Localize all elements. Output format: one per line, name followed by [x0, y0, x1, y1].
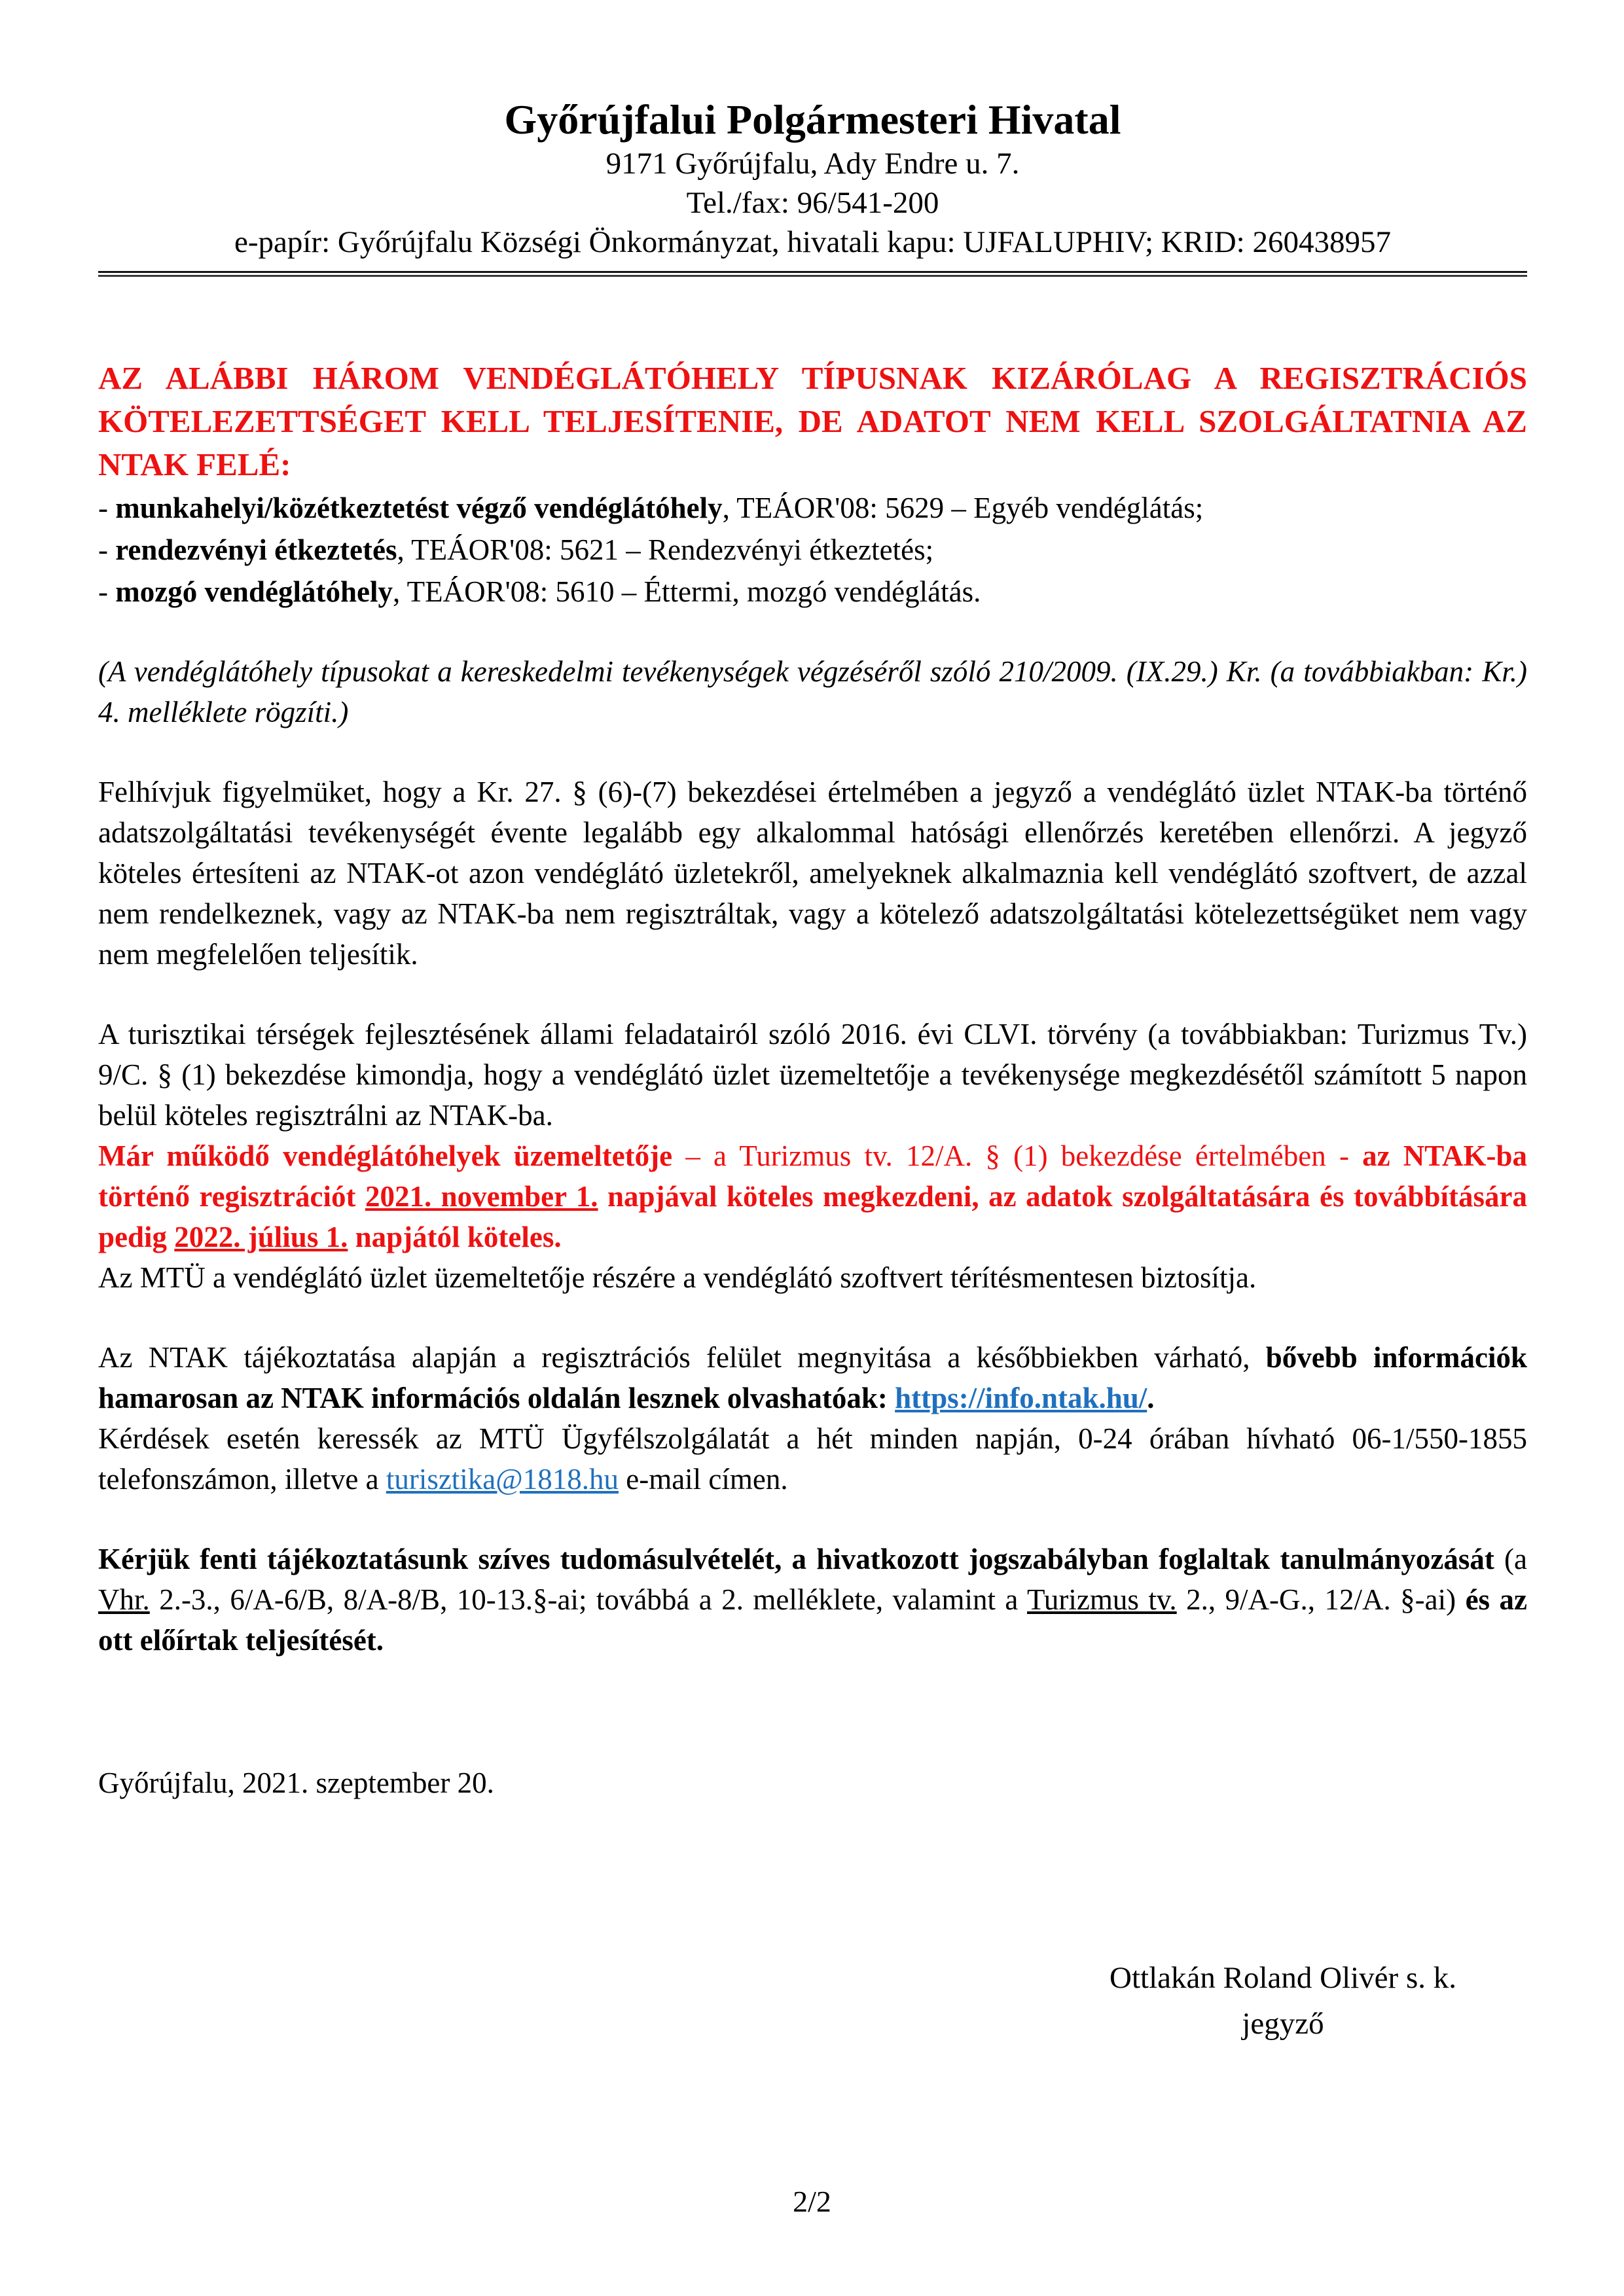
ntak-info-lead: Az NTAK tájékoztatása alapján a regisztrációs felület megnyitása a későbbiekben várható, [98, 1341, 1266, 1374]
ntak-info-link[interactable]: https://info.ntak.hu/ [895, 1382, 1147, 1414]
venue-type: munkahelyi/közétkeztetést végző vendéglátóhely [115, 492, 723, 524]
list-item [98, 529, 1527, 570]
deadline-date-registration: 2021. november 1. [365, 1180, 598, 1213]
venue-detail: , TEÁOR'08: 5629 – Egyéb vendéglátás; [722, 492, 1204, 524]
office-epaper: e-papír: Győrújfalu Községi Önkormányzat, hivatali kapu: UJFALUPHIV; KRID: 260438957 [234, 225, 1391, 259]
paragraph-inspection: Felhívjuk figyelmüket, hogy a Kr. 27. § (6)-(7) bekezdései értelmében a jegyző a vendéglátó üzlet NTAK-ba történő adatszolgáltatási tevékenységét évente legalább egy alkalommal hatósági ellenőrzés keretében ellenőrzi. A jegyző köteles értesíteni az NTAK-ot azon vendéglátó üzletekről, amelyeknek alkalmaznia kell vendéglátó szoftvert, de azzal nem rendelkeznek, vagy az NTAK-ba nem regisztráltak, vagy a kötelező adatszolgáltatási kötelezettségüket nem vagy nem megfelelően teljesítik. [98, 776, 1527, 971]
bullet-marker: - [98, 575, 108, 608]
paragraph-free-software: Az MTÜ a vendéglátó üzlet üzemeltetője részére a vendéglátó szoftvert térítésmentesen biztosítja. [98, 1261, 1257, 1294]
deadline-lead: Már működő vendéglátóhelyek üzemeltetője [98, 1139, 673, 1172]
signatory-role: jegyző [1242, 2007, 1324, 2041]
deadline-text: az NTAK-ba történő regisztrációt [98, 1139, 1527, 1213]
bullet-marker: - [98, 533, 108, 566]
office-title: Győrújfalui Polgármesteri Hivatal [504, 96, 1121, 143]
signatory-name: Ottlakán Roland Olivér s. k. [1110, 1961, 1456, 1995]
contact-tail: e-mail címen. [618, 1463, 788, 1496]
paragraph-ntak-info [98, 1337, 1527, 1418]
closing-ref-vhr: Vhr. [98, 1583, 150, 1616]
ntak-info-bold: bővebb információk hamarosan az NTAK információs oldalán lesznek olvashatóak: [98, 1341, 1527, 1414]
page-number: 2/2 [793, 2185, 831, 2218]
paragraph-closing-request [98, 1539, 1527, 1660]
closing-ref-turizmus: Turizmus tv. [1027, 1583, 1177, 1616]
paragraph-tourism-law: A turisztikai térségek fejlesztésének állami feladatairól szóló 2016. évi CLVI. törvény (a továbbiakban: Turizmus Tv.) 9/C. § (1) bekezdése kimondja, hogy a vendéglátó üzlet üzemeltetője a tevékenysége megkezdésétől számított 5 napon belül köteles regisztrálni az NTAK-ba. [98, 1018, 1527, 1132]
ntak-info-period: . [1147, 1382, 1155, 1414]
office-phone: Tel./fax: 96/541-200 [686, 186, 939, 220]
signature-block [1034, 1955, 1532, 2047]
deadline-reference: – a Turizmus tv. 12/A. § (1) bekezdése értelmében - [672, 1139, 1363, 1172]
deadline-text: napjától köteles. [348, 1221, 562, 1253]
paragraph-registration-deadline [98, 1136, 1527, 1257]
legal-note-italic: (A vendéglátóhely típusokat a kereskedelmi tevékenységek végzéséről szóló 210/2009. (IX.29.) Kr. (a továbbiakban: Kr.) 4. melléklete rögzíti.) [98, 655, 1527, 728]
office-address: 9171 Győrújfalu, Ady Endre u. 7. [605, 147, 1020, 181]
deadline-text: napjával köteles megkezdeni, az adatok szolgáltatására és továbbítására pedig [98, 1180, 1527, 1253]
deadline-date-data: 2022. július 1. [174, 1221, 348, 1253]
list-item [98, 571, 1527, 612]
letterhead-divider [98, 271, 1527, 277]
venue-type: mozgó vendéglátóhely [115, 575, 393, 608]
letterhead [98, 96, 1527, 262]
date-line: Győrújfalu, 2021. szeptember 20. [98, 1767, 494, 1799]
closing-bold-lead: Kérjük fenti tájékoztatásunk szíves tudomásulvételét, a hivatkozott jogszabályban foglaltak tanulmányozását [98, 1543, 1494, 1575]
paragraph-contact [98, 1418, 1527, 1499]
venue-type: rendezvényi étkeztetés [115, 533, 397, 566]
closing-bold-tail: és az ott előírtak teljesítését. [98, 1583, 1527, 1657]
venue-detail: , TEÁOR'08: 5610 – Éttermi, mozgó vendéglátás. [392, 575, 981, 608]
closing-normal: 2.-3., 6/A-6/B, 8/A-8/B, 10-13.§-ai; továbbá a 2. melléklete, valamint a [149, 1583, 1028, 1616]
list-item [98, 488, 1527, 528]
notice-heading: AZ ALÁBBI HÁROM VENDÉGLÁTÓHELY TÍPUSNAK KIZÁRÓLAG A REGISZTRÁCIÓS KÖTELEZETTSÉGET KELL TELJESÍTENIE, DE ADATOT NEM KELL SZOLGÁLTATNIA AZ NTAK FELÉ: [98, 360, 1527, 482]
closing-normal: 2., 9/A-G., 12/A. §-ai) [1176, 1583, 1466, 1616]
contact-lead: Kérdések esetén keressék az MTÜ Ügyfélszolgálatát a hét minden napján, 0-24 órában hívható 06-1/550-1855 telefonszámon, illetve a [98, 1422, 1527, 1496]
venue-detail: , TEÁOR'08: 5621 – Rendezvényi étkeztetés; [397, 533, 934, 566]
closing-normal: (a [1494, 1543, 1527, 1575]
bullet-marker: - [98, 492, 108, 524]
contact-email-link[interactable]: turisztika@1818.hu [386, 1463, 619, 1496]
